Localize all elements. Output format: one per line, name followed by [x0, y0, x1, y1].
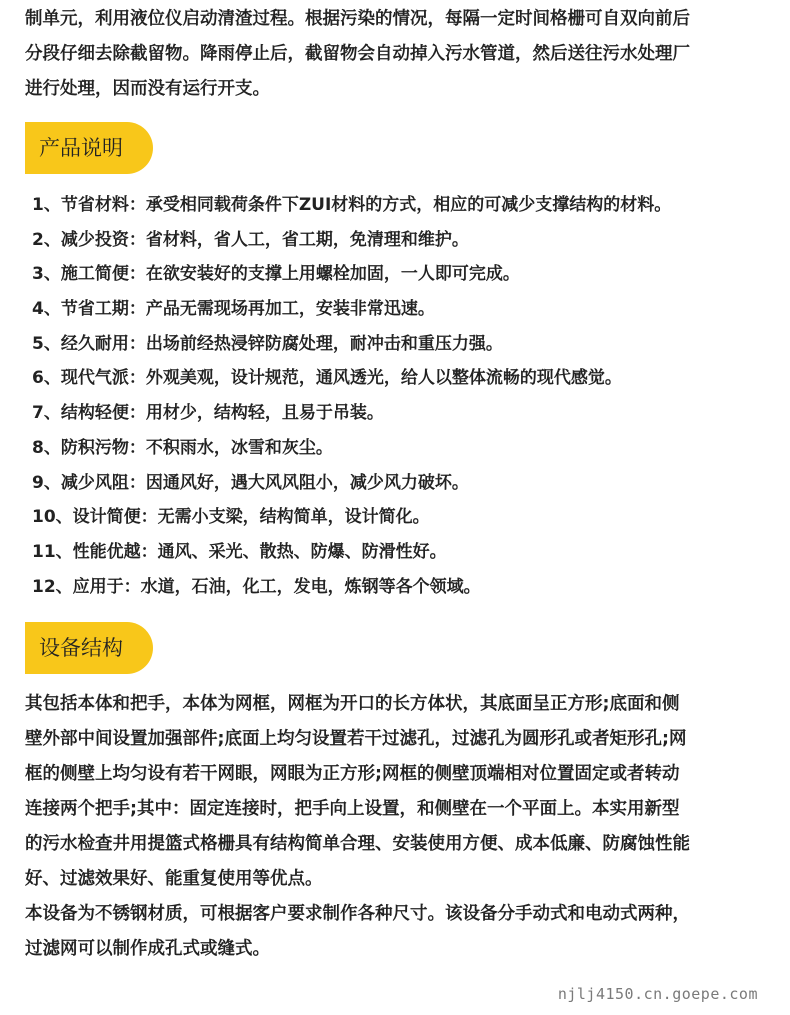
structure-line: 好、过滤效果好、能重复使用等优点。	[25, 869, 323, 889]
list-item: 5、经久耐用：出场前经热浸锌防腐处理，耐冲击和重压力强。	[32, 333, 503, 354]
structure-line: 壁外部中间设置加强部件;底面上均匀设置若干过滤孔，过滤孔为圆形孔或者矩形孔;网	[25, 729, 687, 749]
structure-line: 本设备为不锈钢材质，可根据客户要求制作各种尺寸。该设备分手动式和电动式两种，	[25, 904, 690, 924]
list-item: 4、节省工期：产品无需现场再加工，安装非常迅速。	[32, 299, 435, 320]
structure-line: 其包括本体和把手，本体为网框，网框为开口的长方体状，其底面呈正方形;底面和侧	[25, 694, 680, 714]
list-item: 8、防积污物：不积雨水，冰雪和灰尘。	[32, 437, 333, 458]
list-item: 9、减少风阻：因通风好，遇大风风阻小，减少风力破坏。	[32, 472, 469, 493]
list-item: 3、施工简便：在欲安装好的支撑上用螺栓加固，一人即可完成。	[32, 264, 520, 285]
product-section-title: 产品说明	[39, 136, 123, 160]
source-watermark: njlj4150.cn.goepe.com	[557, 985, 758, 1003]
structure-paragraph	[25, 687, 770, 967]
product-section-header	[25, 122, 153, 174]
structure-line: 过滤网可以制作成孔式或缝式。	[25, 939, 270, 959]
structure-section-header	[25, 622, 153, 674]
intro-line: 分段仔细去除截留物。降雨停止后，截留物会自动掉入污水管道，然后送往污水处理厂	[25, 44, 690, 64]
intro-paragraph	[25, 2, 770, 107]
list-item: 6、现代气派：外观美观，设计规范，通风透光，给人以整体流畅的现代感觉。	[32, 368, 622, 389]
list-item: 10、设计简便：无需小支梁，结构简单，设计简化。	[32, 507, 430, 528]
list-item: 12、应用于：水道，石油，化工，发电，炼钢等各个领域。	[32, 576, 481, 597]
list-item: 11、性能优越：通风、采光、散热、防爆、防滑性好。	[32, 541, 447, 562]
structure-line: 连接两个把手;其中：固定连接时，把手向上设置，和侧壁在一个平面上。本实用新型	[25, 799, 680, 819]
intro-line: 制单元，利用液位仪启动清渣过程。根据污染的情况，每隔一定时间格栅可自双向前后	[25, 9, 690, 29]
structure-line: 框的侧壁上均匀设有若干网眼，网眼为正方形;网框的侧壁顶端相对位置固定或者转动	[25, 764, 680, 784]
intro-line: 进行处理，因而没有运行开支。	[25, 79, 270, 99]
structure-section-title: 设备结构	[39, 636, 123, 660]
list-item: 2、减少投资：省材料，省人工，省工期，免清理和维护。	[32, 229, 469, 250]
structure-line: 的污水检查井用提篮式格栅具有结构简单合理、安装使用方便、成本低廉、防腐蚀性能	[25, 834, 690, 854]
list-item: 7、结构轻便：用材少，结构轻，且易于吊装。	[32, 403, 384, 424]
product-feature-list	[32, 188, 772, 604]
list-item: 1、节省材料：承受相同载荷条件下ZUI材料的方式，相应的可减少支撑结构的材料。	[32, 195, 672, 215]
